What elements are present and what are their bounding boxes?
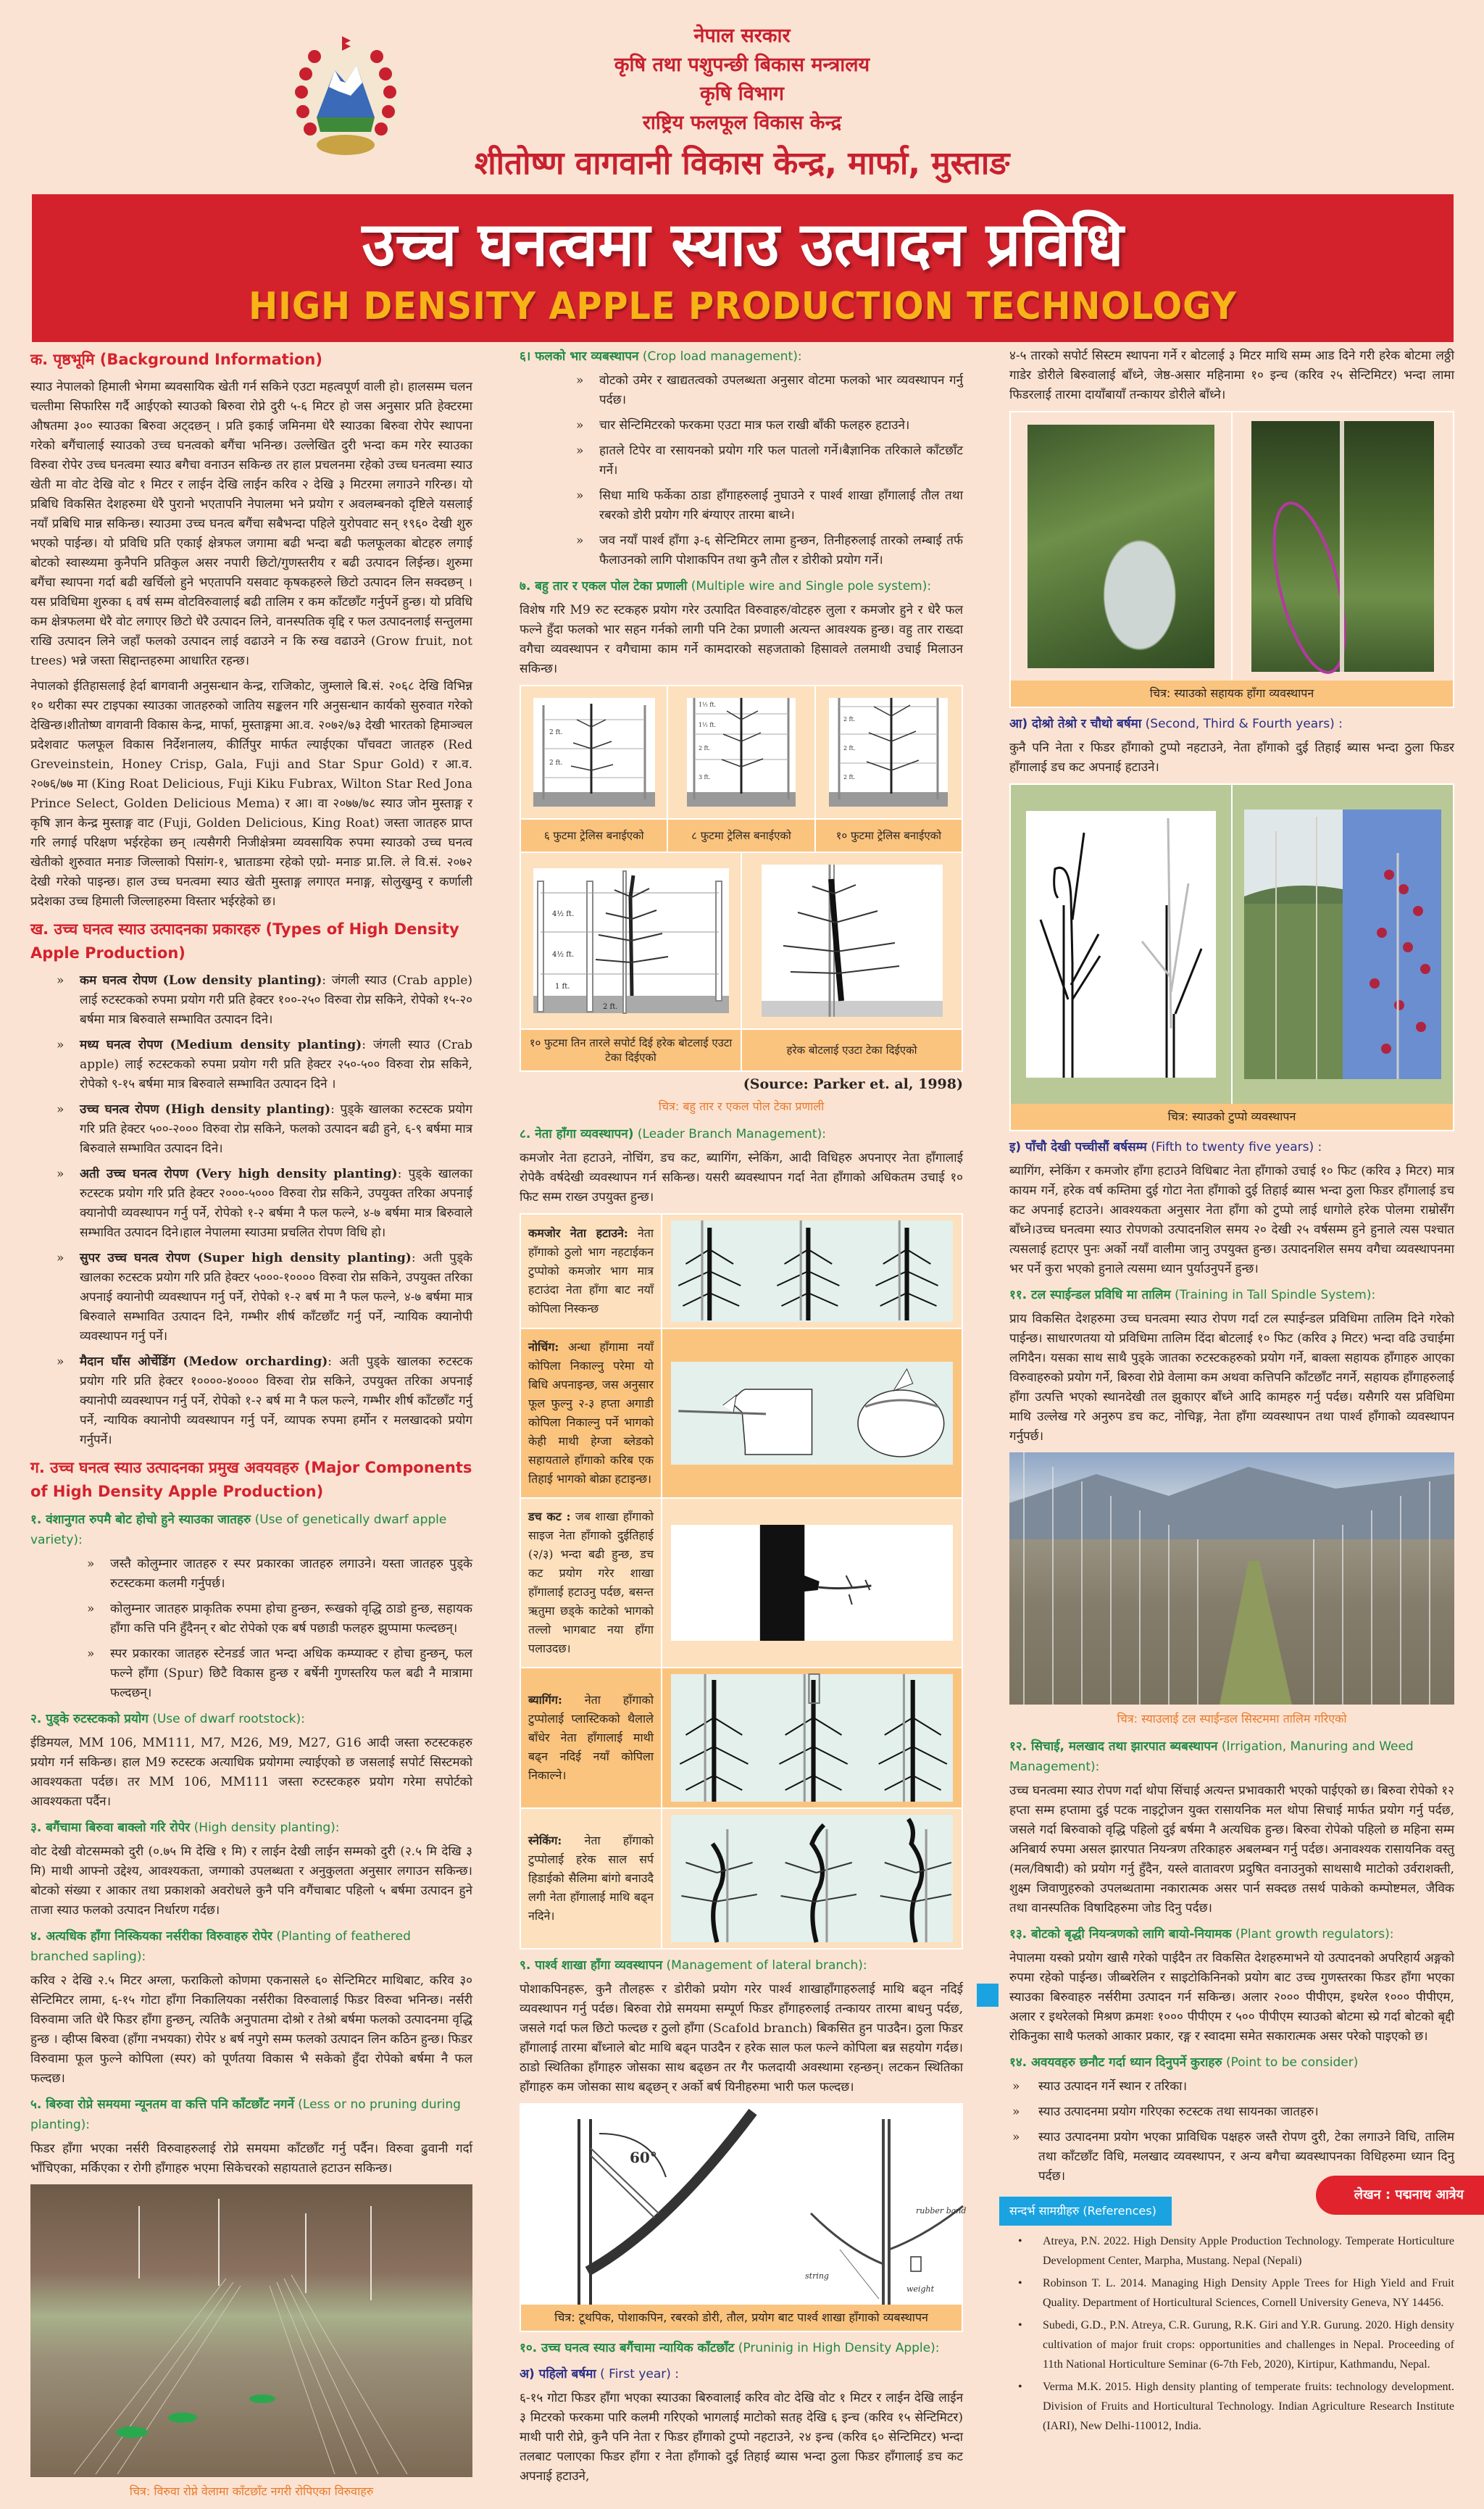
title-nepali: उच्च घनत्वमा स्याउ उत्पादन प्रविधि — [362, 209, 1124, 280]
heading-np: १०. उच्च घनत्व स्याउ बगैंचामा न्यायिक काँटछाँट — [520, 2341, 735, 2355]
leader-row-text — [521, 1215, 662, 1328]
spacing-label: 2 ft. — [549, 760, 563, 767]
bullet-chevron-icon: » — [576, 444, 584, 458]
header-line-ministry: कृषि तथा पशुपन्छी बिकास मन्त्रालय — [614, 54, 870, 76]
rootstock-paragraph: ईडिमयल, MM 106, MM111, M7, M26, M9, M27, G16 आदी जस्ता रुटस्टकहरु प्रयोग गर्न सकिन्छ। हाल M9 रुटस्टक अत्याधिक प्रयोगमा ल्याईएको छ जसलाई सपोर्ट सिस्टमको आवश्यकता पर्दछ। तर MM 106, MM111 जस्ता रुटस्टकहरु प्रयोग गरेमा सपोर्टको आवश्यकता पर्दैन। — [30, 1736, 472, 1809]
leader-row-image — [662, 1809, 962, 1948]
title-english: HIGH DENSITY APPLE PRODUCTION TECHNOLOGY — [249, 285, 1237, 328]
method-term: कमजोर नेता हटाउने: — [528, 1226, 628, 1240]
dense-planting-paragraph: वोट देखी वोटसम्मको दुरी (०.७५ मि देखि १ मि) र लाईन देखी लाईन सम्मको दुरी (२.५ मि देखि ३ मि) माथी आफ्नो उद्देश्य, आवश्यकता, जग्गाको उपलब्धता र अनुकुलता अनुसार लगाउन सकिन्छ। बोटको संख्या र आकार तथा प्रकाशको अवरोधले कुनै पनि वगैंचाबाट पहिलो ५ बर्षमा उत्पादन हुने ताजा स्याउ फलको उत्पादन निर्धारण गर्दछ। — [30, 1844, 472, 1918]
considerations-list — [1009, 2077, 1454, 2186]
tip-figure-caption: चित्र: स्याउको टुप्पो व्यवस्थापन — [1011, 1104, 1453, 1130]
feathered-paragraph: करिव २ देखि २.५ मिटर अग्ला, फराकिलो कोणमा एकनासले ६० सेन्टिमिटर माथिबाट, करिव ३० सेन्टिमिटर लामा, ६-१५ गोटा हाँगा निकालियका नर्सरीका विरुवालाई फिडर विरुवा भनिन्छ। नर्सरी विरुवामा जति धेरै फिडर हाँगा हुन्छन्, त्यतिकै अनुपातमा दोश्रो र तेश्रो बर्षमा फलको उत्पादनमा वृद्धि हुन्छ । व्हीप्स बिरुवा (हाँगा नभयका) रोपेर ४ बर्ष नपुगे सम्म फलको उत्पादन लिन कठिन हुन्छ। फिडर विरुवामा फूल फुल्ने कोपिला (स्पर) को पूर्णतया विकास भै सकेको हुँदा रोपेको बर्षमा नै फल फल्दछ। — [30, 1973, 472, 2086]
list-item — [30, 1644, 472, 1703]
lateral-branch-diagram — [521, 2105, 967, 2305]
leader-row-text — [521, 1499, 662, 1667]
support-diagram-row — [521, 852, 962, 1028]
bullet-chevron-icon: » — [87, 1647, 95, 1661]
lateral-paragraph: पोशाकपिनहरू, कुनै तौलहरू र डोरीको प्रयोग गरेर पार्श्व शाखाहाँगाहरुलाई माथि बढ्न नदिई व्यवस्थापन गर्नु पर्दछ। बिरुवा रोप्ने समयमा सम्पूर्ण फिडर हाँगाहरुलाई तन्कायर तारमा बाधनु पर्दछ, जसले गर्दा फल छिटो फल्दछ र ठुलो हाँगा (Scafold branch) बिकसित हुन पाउदैन। ठुला फिडर हाँगालाई तारमा बाँध्नाले बोट माथि बढ्न पाउदैन र हरेक साल फल फल्ने कोपिला बन्न सहयोग गर्दछ। ठाडो स्थितिका हाँगाहरु जोसका साथ बढ्छन तर गैर फलदायी अवस्थामा रहन्छन्। लटकन स्थितिका हाँगाहरु कम जोसका साथ बढ्छन् र अर्को बर्ष यिनीहरुमा भारी फल फल्दछ। — [520, 1982, 963, 2094]
list-item — [30, 1165, 472, 1243]
lateral-branch-figure — [520, 2103, 967, 2332]
list-item — [520, 486, 963, 525]
subsection-leader-heading — [520, 1124, 963, 1144]
spacing-label: 4½ ft. — [551, 951, 574, 959]
leader-row-image — [662, 1329, 962, 1497]
heading-np: अ) पहिलो बर्षमा — [520, 2367, 596, 2381]
trellis-cell — [668, 686, 815, 818]
list-item-text: स्याउ उत्पादनमा प्रयोग गरिएका रुटस्टक तथा सायनका जातहरु। — [1038, 2105, 1319, 2119]
heading-np: इ) पाँचौ देखी पच्चीसौं बर्षसम्म — [1009, 1140, 1147, 1154]
column-right — [1009, 346, 1454, 2439]
trellis-labels-row — [521, 818, 962, 852]
trellis-10ft-diagram — [829, 698, 948, 807]
spacing-label: 1½ ft. — [698, 702, 717, 708]
subsection-crop-load-heading — [520, 346, 963, 367]
feeder-branch-figure — [1009, 411, 1454, 708]
heading-en: (Leader Branch Management): — [637, 1127, 826, 1141]
notching-diagram — [671, 1362, 953, 1465]
background-paragraph-1: स्याउ नेपालको हिमाली भेगमा ब्यवसायिक खेती गर्न सकिने एउटा महत्वपूर्ण वाली हो। हालसम्म चलन चल्तीमा सिफारिस गर्दै आईएको स्याउको बिरुवा रोप्ने दुरी ५-६ मिटर हो जस अनुसार प्रति हेक्टरमा औषतमा ३०० स्याउका बिरुवा अट्दछन् । प्रति इकाई जमिनमा धेरै स्याउका बिरुवा रोपेर स्थापना गरेको बगैंचालाई स्याउको उच्च घनत्वको बगैंचा भनिन्छ। उल्लेखित दुरी भन्दा कम गरेर स्याउका विरुवा रोपेर उच्च घनत्वमा स्याउ बगैचा वनाउन सकिन्छ तर हाल प्रचलनमा रहेको उच्च घनत्वमा स्याउ खेती मा वोट देखि वोट १ मिटर र लाईन देखि लाईन करिव २ देखि ३ मिटरमा लगाउने गरिन्छ। यो प्रबिधि विकसित देशहरुमा धेरै पुरानो भएतापनि नेपालमा भने प्रयोग र अवलम्बनको दृष्टिले यसलाई नयाँ प्रबिधि मान्न सकिन्छ। स्याउमा उच्च घनत्व बगैंचा सबैभन्दा पहिले युरोपवाट सन् १९६० देखी शुरु भएको पाईन्छ। यो प्रविधि प्रति एकाई क्षेत्रफल जगामा बढी भन्दा बढी फलफूलका बोटहरु लगाई बोटको स्वास्थ्यमा कुनैपनि प्रतिकुल असर नपारी छिटो/गुणस्तरीय र बढी उत्पादन लिईन्छ। शुरुमा बगैंचा स्थापना गर्दा बढी खर्चिलो हुने भएतापनि यसवाट कृषकहरुले छिटो उत्पादन लिन सक्दछन् । यस प्रविधिमा शुरुका ६ वर्ष सम्म वोटविरुवालाई बढी तालिम र कम काँटछाँट गर्नुपर्ने हुन्छ। यो प्रविधि कम क्षेत्रफलमा धेरै वोट लगाएर छिटो धेरै उत्पादन लिने, वानस्पतिक वृद्दि र फल उत्पादनलाई सन्तुलमा राखि उत्पादन लिने जहाँ फलको उत्पादन लाई वढाउने न कि रुख वढाउने (Grow fruit, not trees) भन्ने जस्ता सिद्दान्तहरुमा आधारित रहन्छ। — [30, 380, 472, 668]
heading-en: (Irrigation, Manuring and Weed Management): — [1009, 1739, 1414, 1774]
bullet-chevron-icon: » — [57, 1251, 64, 1265]
bullet-chevron-icon: » — [1012, 2130, 1020, 2144]
trellis-figure-caption: चित्र: बहु तार र एकल पोल टेका प्रणाली — [658, 1099, 825, 1113]
list-item-term: मध्य घनत्व रोपण (Medium density planting) — [80, 1038, 362, 1052]
bullet-chevron-icon: » — [576, 418, 584, 433]
support-cell — [742, 853, 962, 1028]
heading-np: ५. बिरुवा रोप्ने समयमा न्यूनतम वा कत्ति पनि काँटछाँट नगर्ने — [30, 2097, 294, 2112]
decorative-marker — [977, 1984, 999, 2007]
references-label: सन्दर्भ सामग्रीहरु (References) — [999, 2197, 1172, 2226]
method-description: नेता हाँगाको ठुलो भाग नहटाईकन टुप्पोको कमजोर भाग मात्र हटाउंदा नेता हाँगा बाट नयाँ कोपिला निस्कन्छ — [528, 1226, 654, 1315]
leader-row-notching — [521, 1329, 962, 1499]
spacing-label: 2 ft. — [843, 745, 856, 752]
reference-item: • Verma M.K. 2015. High density planting of temperate fruits: technology development. Division of Fruits and Horticultural Technology. Indian Agriculture Research Institute (IARI), New Delhi-110012, India. — [1009, 2377, 1454, 2436]
list-item-text: : पुड्के खालका रुटस्टक प्रयोग गरि प्रति हेक्टर ५००-२००० विरुवा रोप्न सकिने, फलको उत्पादन बढी हुने, ६-९ बर्षमा मात्र बिरुवाले सम्भावित उत्पादन दिने। — [80, 1102, 473, 1156]
photo-cell — [1233, 412, 1453, 681]
density-types-list — [30, 971, 472, 1450]
section-types-heading: ख. उच्च घनत्व स्याउ उत्पादनका प्रकारहरु (Types of High Density Apple Production) — [30, 920, 459, 962]
spacing-label: 2 ft. — [602, 1003, 617, 1011]
subsection-feathered-heading — [30, 1926, 472, 1967]
heading-np: ३. बगैंचामा बिरुवा बाक्लो गरि रोपेर — [30, 1821, 191, 1835]
bagging-diagram — [671, 1674, 953, 1802]
list-item-term: उच्च घनत्व रोपण (High density planting) — [80, 1102, 331, 1117]
method-description: नेता हाँगाको टुप्पोलाई हरेक साल सर्प हिडाईको सैलिमा बांगो बनाउदै लगी नेता हाँगालाई माथि बढ्न नदिने। — [528, 1834, 654, 1923]
heading-en: (Pruninig in High Density Apple): — [738, 2341, 940, 2355]
list-item-text: सिधा माथि फर्केका ठाडा हाँगाहरुलाई नुघाउने र पार्श्व शाखा हाँगालाई तौल तथा रबरको डोरी प्रयोग गरि बंग्याएर तारमा बाध्ने। — [599, 488, 963, 523]
bullet-chevron-icon: » — [57, 973, 64, 988]
subsection-rootstock-heading — [30, 1709, 472, 1729]
spacing-label: 4½ ft. — [551, 910, 574, 918]
list-item-text: : जंगली स्याउ (Crab apple) लाई रुटस्टकको रुपमा प्रयोग गरी प्रति हेक्टर २५०-५०० विरुवा रोप्न सकिने, रोपेको ९-१५ बर्षमा मात्र बिरुवाले सम्भावित उत्पादन दिने । — [80, 1038, 473, 1091]
trellis-label-10ft: १० फुटमा ट्रेलिस बनाईएको — [835, 829, 942, 842]
leader-paragraph: कमजोर नेता हटाउने, नोचिंग, डच कट, ब्यागिंग, स्नेकिंग, आदी विधिहरु अपनाएर नेता हाँगालाई रोपेकै वर्षदेखी व्यवस्थापन गर्न सकिन्छ। यसरी ब्यवस्थापन गर्दा नेता हाँगाको अधिकतम उचाई १० फिट सम्म राख्न उपयुक्त हुन्छ। — [520, 1151, 963, 1204]
header-text-block — [362, 22, 1122, 187]
subsection-trellis-heading — [520, 576, 963, 596]
column-middle — [520, 346, 967, 2492]
list-item-text: स्याउ उत्पादन गर्ने स्थान र तरिका। — [1038, 2079, 1188, 2094]
list-item — [520, 416, 963, 436]
bullet-chevron-icon: » — [1012, 2079, 1020, 2094]
title-banner — [32, 194, 1454, 342]
feeder-photos-row — [1011, 412, 1453, 681]
trellis-8ft-diagram — [687, 698, 796, 807]
list-item-term: कम घनत्व रोपण (Low density planting) — [80, 973, 322, 988]
heading-en: (Plant growth regulators): — [1235, 1927, 1394, 1942]
poster-header — [0, 0, 1484, 197]
heading-np: २. पुड्के रुटस्टकको प्रयोग — [30, 1712, 149, 1726]
leader-row-dutch-cut — [521, 1499, 962, 1668]
list-item — [520, 371, 963, 410]
method-term: ब्यागिंग: — [528, 1693, 562, 1707]
subsection-pruning-heading — [520, 2338, 963, 2358]
leader-tip-tying-diagram — [1026, 811, 1216, 1078]
list-item — [30, 1249, 472, 1347]
fifth-to-25th-year-heading — [1009, 1137, 1454, 1157]
leader-row-image — [662, 1668, 962, 1807]
trellis-cell — [816, 686, 962, 818]
list-item-text: वोटको उमेर र खाद्यतत्वको उपलब्धता अनुसार वोटमा फलको भार व्यवस्थापन गर्नु पर्दछ। — [599, 373, 963, 407]
section-components-heading: ग. उच्च घनत्व स्याउ उत्पादनका प्रमुख अवयवहरु (Major Components of High Density Apple Production) — [30, 1459, 472, 1500]
reference-item: • Atreya, P.N. 2022. High Density Apple Production Technology. Temperate Horticulture Development Center, Marpha, Mustang. Nepal (Nepali) — [1009, 2231, 1454, 2271]
fifth-to-25th-year-paragraph: ब्यागिंग, स्नेकिंग र कमजोर हाँगा हटाउने विधिबाट नेता हाँगाको उचाई १० फिट (करिव ३ मिटर) मात्र कायम गर्ने, हरेक वर्ष कम्तिमा दुई गोटा नेता हाँगाको दुई तिहाई ब्यास भन्दा ठुला फिडर हाँगालाई डच कट अपनाई हटाउने। आवश्यकता अनुसार नेता हाँगा को टुप्पो लाई धागोले हरेक पोलमा राम्रोसँग बाँध्ने।उच्च घनत्वमा स्याउ रोपणको उत्पादनशिल समय २० देखी २५ वर्षसम्म हुने हुनाले त्यस पश्चात त्यसलाई हटाएर पुनः अर्को नयाँ वालीमा जानु उपयुक्त हुन्छ। उत्पादनशिल समय वगैचा व्यवस्थापनमा भर पर्ने कुरा भएको हुनाले त्यसमा ध्यान पुर्याउनुपर्ने हुन्छ। — [1009, 1164, 1454, 1276]
tied-branch-photo — [1251, 421, 1434, 672]
figure-source: (Source: Parker et. al, 1998) — [743, 1076, 963, 1092]
heading-np: आ) दोश्रो तेश्रो र चौथो बर्षमा — [1009, 717, 1142, 731]
trellis-label-6ft: ६ फुटमा ट्रेलिस बनाईएको — [521, 820, 668, 852]
list-item — [30, 1036, 472, 1094]
subsection-no-pruning-heading — [30, 2094, 472, 2135]
reference-item: • Subedi, G.D., P.N. Atreya, C.R. Gurung, R.K. Giri and Y.R. Gurung. 2020. High density cultivation of major fruit crops: opportunities and challenges in Nepal. Proceeding of 11th National Horticulture Seminar (6-7th Feb, 2020), Kirtipur, Kathmandu, Nepal. — [1009, 2315, 1454, 2374]
nursery-planting-photo — [30, 2184, 472, 2477]
subsection-tall-spindle-heading — [1009, 1285, 1454, 1305]
rubber-band-label: rubber band — [916, 2206, 967, 2215]
method-term: डच कट : — [528, 1510, 571, 1523]
heading-np: ७. बहु तार र एकल पोल टेका प्रणाली — [520, 579, 688, 594]
bullet-chevron-icon: » — [87, 1557, 95, 1571]
support-label-three-wire: १० फुटमा तिन तारले सपोर्ट दिई हरेक बोटलाई एउटा टेका दिईएको — [521, 1030, 742, 1070]
column-left — [30, 346, 472, 2509]
bullet-chevron-icon: » — [576, 373, 584, 388]
support-cell — [521, 853, 742, 1028]
tall-spindle-apples-photo — [1244, 810, 1441, 1079]
header-line-centre: राष्ट्रिय फलफूल विकास केन्द्र — [642, 112, 842, 134]
section-background-heading: क. पृष्ठभूमि (Background Information) — [30, 351, 322, 368]
weight-label: weight — [906, 2284, 934, 2294]
list-item — [30, 1599, 472, 1639]
heading-en: (Multiple wire and Single pole system): — [691, 579, 932, 594]
leader-row-image — [662, 1215, 962, 1328]
heading-en: (Point to be consider) — [1225, 2055, 1359, 2070]
spacing-label: 2 ft. — [698, 745, 711, 752]
list-item-text: : जंगली स्याउ (Crab apple) लाई रुटस्टकको रुपमा प्रयोग गरी प्रति हेक्टर १००-२५० विरुवा रोप्न सकिने, रोपेको १५-२० बर्षमा मात्र बिरुवाले सम्भावित उत्पादन दिने। — [80, 973, 472, 1027]
bullet-chevron-icon: » — [87, 1602, 95, 1616]
heading-np: ४. अत्यधिक हाँगा निस्कियका नर्सरीका विरुवाहरु रोपेर — [30, 1929, 272, 1944]
header-line-government: नेपाल सरकार — [693, 25, 791, 47]
list-item-term: सुपर उच्च घनत्व रोपण (Super high density planting) — [80, 1251, 412, 1265]
spacing-label: 1 ft. — [554, 983, 570, 991]
tip-images-row — [1011, 785, 1453, 1104]
list-item-text: हातले टिपेर वा रसायनको प्रयोग गरि फल पातलो गर्ने।बैज्ञानिक तरिकाले काँटछाँट गर्ने। — [599, 444, 963, 478]
bullet-chevron-icon: » — [576, 488, 584, 503]
leader-row-weak-removal — [521, 1215, 962, 1329]
second-fourth-year-paragraph: कुनै पनि नेता र फिडर हाँगाको टुप्पो नहटाउने, नेता हाँगाको दुई तिहाई ब्यास भन्दा ठुला फिडर हाँगालाई डच कट अपनाई हटाउने। — [1009, 741, 1454, 775]
leader-row-text — [521, 1668, 662, 1807]
trellis-diagram-row — [521, 686, 962, 818]
weak-leader-removal-diagram — [671, 1220, 953, 1322]
heading-np: १३. बोटको बृद्धी नियन्त्रणको लागि बायो-नियामक — [1009, 1927, 1232, 1942]
tall-spindle-orchard-photo — [1009, 1452, 1454, 1705]
nursery-photo-caption: चित्र: विरुवा रोप्ने वेलामा काँटछाँट नगरी रोपिएका विरुवाहरु — [129, 2484, 374, 2498]
list-item-term: मैदान घाँस ओर्चेडिंग (Medow orcharding) — [80, 1355, 328, 1369]
list-item — [30, 1352, 472, 1450]
dutch-cut-diagram — [671, 1525, 953, 1641]
heading-np: ११. टल स्पाईन्डल प्रविधि मा तालिम — [1009, 1288, 1171, 1302]
list-item — [520, 441, 963, 480]
first-year-heading — [520, 2364, 963, 2384]
dwarf-variety-list — [30, 1555, 472, 1703]
method-description: जब शाखा हाँगाको साइज नेता हाँगाको दुईतिहाई (२/३) भन्दा बढी हुन्छ, डच कट प्रयोग गरेर शाखा हाँगालाई हटाउनु पर्दछ, बसन्त ऋतुमा छड्के काटेको भागको तल्लो भागबाट नया हाँगा पलाउदछ। — [528, 1510, 654, 1655]
regulators-paragraph: नेपालमा यस्को प्रयोग खासै गरेको पाईदैन तर विकसित देशहरुमाभने यो उत्पादनको अपरिहार्य अङ्गको रुपमा रहेको पाईन्छ। जीब्बरेलिन र साइटोकिनिनको प्रयोग बाट उच्च गुणस्तरका फिडर हाँगा भएका स्याउका बिरुवाहरु नर्सरीमा उत्पादन गर्न सकिन्छ। अलार २००० पीपीएम, इथरेल १००० पीपीएम, अलार र इथरेलको मिश्रण क्रमशः १००० पीपीएम र ५०० पीपीएम स्याउको बोटमा स्प्रे गर्दा बोटको बृद्दी रोकिनुका साथै फलको आकार प्रकार, रङ्ग र स्वादमा समेत सकारात्मक असर परेको पाइएको छ। — [1009, 1951, 1454, 2044]
list-item — [30, 1555, 472, 1594]
angle-label: 60° — [630, 2149, 657, 2166]
feeder-figure-caption: चित्र: स्याउको सहायक हाँगा व्यवस्थापन — [1011, 681, 1453, 707]
author-badge: लेखन : पद्मनाथ आत्रेय — [1316, 2176, 1484, 2215]
list-item-text: स्पर प्रकारका जातहरु स्टेनडर्ड जात भन्दा अधिक कम्प्याक्ट र होचा हुन्छन्, फल फल्ने हाँगा (Spur) छिटै विकास हुन्छ र बर्षेनी गुणस्तरिय फल बढी नै मात्रामा फल्दछन्। — [110, 1647, 472, 1700]
leader-methods-table — [520, 1213, 963, 1950]
trellis-paragraph: विशेष गरि M9 रुट स्टकहरु प्रयोग गरेर उत्पादित विरुवाहरु/वोटहरु लुला र कमजोर हुने र धेरै फल फल्ने हुँदा फलको भार सहन गर्नको लागी पनि टेका प्रणाली अत्यन्त आवश्यक हुन्छ। वहु तार राख्दा वगैचा व्यवस्थापन र वगैचामा काम गर्ने कामदारको सहजताको हिसावले तलमाथी उचाई मिलाउन सकिन्छ। — [520, 603, 963, 676]
tall-spindle-caption: चित्र: स्याउलाई टल स्पाईन्डल सिस्टममा तालिम गरिएको — [1117, 1712, 1347, 1726]
trellis-label-8ft: ८ फुटमा ट्रेलिस बनाईएको — [668, 820, 815, 852]
subsection-lateral-heading — [520, 1955, 963, 1976]
photo-cell — [1011, 412, 1233, 681]
list-item — [30, 971, 472, 1030]
heading-np: १. वंशानुगत रुपमै बोट होचो हुने स्याउका जातहरु — [30, 1513, 251, 1527]
three-wire-support-diagram — [533, 868, 729, 1013]
tip-management-figure — [1009, 783, 1454, 1131]
spacing-label: 2 ft. — [843, 774, 856, 781]
no-pruning-paragraph: फिडर हाँगा भएका नर्सरी विरुवाहरुलाई रोप्ने समयमा काँटछाँट गर्नु पर्दैन। विरुवा ढुवानी गर्दा भाँचिएका, मर्किएका र रोगी हाँगाहरु भएमा सिकेचरको सहायताले हटाउन सकिन्छ। — [30, 2142, 472, 2176]
crop-load-list — [520, 371, 963, 570]
references-list — [1009, 2231, 1454, 2436]
leader-row-text — [521, 1809, 662, 1948]
heading-en: (Second, Third & Fourth years) : — [1145, 717, 1343, 731]
first-year-paragraph: ६-१५ गोटा फिडर हाँगा भएका स्याउका बिरुवालाई करिव वोट देखि वोट १ मिटर र लाईन देखि लाईन ३ मिटरको फरकमा पारि कलमी गरिएको भागलाई माटोको सतह देखि ६ इन्च (करिव १५ सेन्टिमिटर) माथी पारी रोप्ने, कुनै पनि नेता र फिडर हाँगाको टुप्पो नहटाउने, २४ इन्च (करिव ६० सेन्टिमिटर) भन्दा तलबाट पलाएका फिडर हाँगा र नेता हाँगाको दुई तिहाई ब्यास भन्दा ठुला फिडर हाँगालाई डच कट अपनाई हटाउने, — [520, 2391, 963, 2484]
heading-en: (Planting of feathered branched sapling): — [30, 1929, 411, 1964]
snaking-diagram — [671, 1815, 953, 1942]
first-year-continued-paragraph: ४-५ तारको सपोर्ट सिस्टम स्थापना गर्ने र बोटलाई ३ मिटर माथि सम्म आड दिने गरी हरेक बोटमा लठ्ठी गाडेर डोरीले बिरुवालाई बाँध्ने, जेष्ठ-असार महिनामा १० इन्च (करिव २५ सेन्टिमिटर) भन्दा लामा फिडरलाई तारमा दायाँबायाँ तन्कायर डोरीले बाँध्ने। — [1009, 349, 1454, 402]
heading-np: ८. नेता हाँगा व्यवस्थापन) — [520, 1127, 634, 1141]
list-item — [1009, 2102, 1454, 2122]
method-description: नेता हाँगाको टुप्पोलाई प्लास्टिकको थैलाले बाँधेर नेता हाँगालाई माथी बढ्न नदिई नयाँ कोपिला निकाल्ने। — [528, 1693, 654, 1782]
heading-np: ६। फलको भार व्यबस्थापन — [520, 349, 639, 364]
reference-item: • Robinson T. L. 2014. Managing High Density Apple Trees for High Yield and Fruit Quality. Department of Horticultural Sciences, Cornell University Geneva, NY 14456. — [1009, 2273, 1454, 2313]
subsection-irrigation-heading — [1009, 1736, 1454, 1777]
list-item — [30, 1100, 472, 1159]
support-label-single-pole: हरेक बोटलाई एउटा टेका दिईएको — [786, 1044, 917, 1057]
trellis-figure — [520, 685, 963, 1072]
heading-en: ( First year) : — [600, 2367, 680, 2381]
method-term: नोचिंग: — [528, 1340, 559, 1354]
spacing-label: 2 ft. — [549, 729, 563, 736]
bullet-chevron-icon: » — [57, 1167, 64, 1181]
list-item-term: अती उच्च घनत्व रोपण (Very high density planting) — [80, 1167, 398, 1181]
list-item-text: : अती पुड्के खालका रुटस्टक प्रयोग गरि प्रति हेक्टर १००००-४०००० विरुवा रोप्न सकिने, उपयुक्त तरिका अपनाई क्यानोपी व्यवस्थापन गर्नु पर्ने, रोपेको १-२ बर्ष मा नै फल फल्ने, गम्भीर शीर्ष काँटछाँट गर्नु पर्ने, न्यायिक क्यानोपी व्यवस्थापन गर्नु पर्ने, व्यापक रुपमा हर्मोन र मलखादको प्रयोग गर्नुपर्ने। — [80, 1355, 472, 1447]
support-labels-row — [521, 1028, 962, 1070]
list-item-text: स्याउ उत्पादनमा प्रयोग भएका प्राविधिक पक्षहरु जस्तै रोपण दुरी, टेका लगाउने विधि, तालिम तथा काँटछाँट विधि, मलखाद व्यवस्थापन, र अन्य बगैचा ब्यवस्थापनका विधिहरुमा ध्यान दिनु पर्दछ। — [1038, 2130, 1454, 2184]
heading-en: (Use of genetically dwarf apple variety): — [30, 1513, 447, 1547]
list-item-text: : पुड्के खालका रुटस्टक प्रयोग गरि प्रति हेक्टर २०००-५००० विरुवा रोप्न सकिने, उपयुक्त तरिका अपनाई क्यानोपी व्यवस्थापन गर्नु पर्ने, रोपेको १-२ बर्षमा नै फल फल्ने, ४-७ बर्षमा मात्र बिरुवाले सम्भावित उत्पादन दिने।हाल नेपालमा स्याउमा प्रचलित रोपण विधि हो। — [80, 1167, 472, 1240]
heading-np: ९. पार्श्व शाखा हाँगा व्यवस्थापन — [520, 1958, 663, 1973]
trellis-6ft-diagram — [533, 698, 655, 807]
bullet-chevron-icon: » — [57, 1038, 64, 1052]
heading-en: (Crop load management): — [642, 349, 802, 364]
string-label: string — [805, 2271, 829, 2281]
subsection-dense-planting-heading — [30, 1818, 472, 1838]
irrigation-paragraph: उच्च घनत्वमा स्याउ रोपण गर्दा थोपा सिंचाई अत्यन्त प्रभावकारी भएको पाईएको छ। बिरुवा रोपेको १२ हप्ता सम्म हप्तामा दुई पटक नाइट्रोजन युक्त रासायनिक मल थोपा सिचाई मार्फत प्रयोग गर्नु पर्दछ, जसले गर्दा बिरुवाको वृद्धि पहिलो दुई बर्षमा नै अत्यधिक हुन्छ। बिरुवा रोपेको पहिलो छ महिना सम्म अनिबार्य रुपमा असल झारपात नियन्त्रण तरिकाहरु अबलम्बन गर्नु पर्दछ। अनावश्यक रासायनिक वस्तु (मल/विषादी) को प्रयोग गर्नु हुँदैन, यस्ले वातावरण प्रदुषित वनाउनुको साथसाथै माटोको उर्वराशक्ती, शुक्ष्म जिवाणुहरुको उपलब्धतामा नकारात्मक असर पार्न सक्दछ तसर्थ पाकेको कम्पोष्टमल, जैविक तथा वानस्पतिक विषादिहरुमा जोड दिनु पर्दछ। — [1009, 1784, 1454, 1915]
bullet-chevron-icon: » — [57, 1102, 64, 1117]
leader-row-snaking — [521, 1809, 962, 1948]
list-item-text: चार सेन्टिमिटरको फरकमा एउटा मात्र फल राखी बाँकी फलहरु हटाउने। — [599, 418, 910, 433]
list-item-text: कोलुम्नार जातहरु प्राकृतिक रुपमा होचा हुन्छन, रूखको वृद्धि ठाडो हुन्छ, सहायक हाँगा कत्ति पनि हुँदैनन् र बोट रोपेको एक बर्ष पछाडी फलहरु झुप्पामा फल्दछन्। — [110, 1602, 472, 1636]
bullet-chevron-icon: » — [576, 533, 584, 548]
second-fourth-year-heading — [1009, 714, 1454, 734]
photo-cell — [1011, 785, 1233, 1104]
bullet-chevron-icon: » — [57, 1355, 64, 1369]
leader-row-text — [521, 1329, 662, 1497]
trellis-cell — [521, 686, 668, 818]
background-paragraph-2: नेपालको ईतिहासलाई हेर्दा बागवानी अनुसन्धान केन्द्र, राजिकोट, जुम्लाले बि.सं. २०६८ देखि विभिन्न १० थरीका स्पर टाइपका स्याउका जातहरुको जातिय सङ्कलन गरि अनुसन्धान कार्यको सुरुवात गरेको देखिन्छ।शीतोष्ण वागवानी विकास केन्द्र, मार्फा, मुस्ताङ्गमा आ.व. २०७२/७३ देखी भारतको हिमाञ्चल प्रदेशवाट फलफूल विकास निर्देशनालय, कीर्तिपुर मार्फत ल्याईएका पाँचवटा जातहरु (Red Greveinstein, Honey Crisp, Gala, Fuji and Star Spur Gold) र आ.व. २०७६/७७ मा (King Roat Delicious, Fuji Kiku Fubrax, Wilton Star Red Jona Prince Select, Golden Delicious Mema) र आ। वा २०७७/७८ स्याउ जोन मुस्ताङ्ग र कृषि ज्ञान केन्द्र मुस्ताङ्ग वाट (Fuji, Golden Delicious, King Roat) जस्ता जातहरु प्राप्त गरि लगाई परिक्षण भईरहेका छन् ।त्यसैगरी निजीक्षेत्रमा व्यवसायिक रुपमा स्याउको उच्च घनत्व खेतीको शुरुवात मनाङ जिल्लाको पिसांग-१, भ्राताङमा रहेको एग्रो- मनाङ प्रा.लि. ले वि.सं. २०७२ देखी गरेको पाइन्छ। हाल उच्च घनत्वमा स्याउ खेती मुस्ताङ्ग लगाएत मनाङ्ग, सोलुखुम्वु र कर्णाली प्रदेशका उच्च हिमाली जिल्लाहरुमा विस्तार भईरहेको छ। — [30, 679, 472, 909]
heading-np: १२. सिचाई, मलखाद तथा झारपात ब्यबस्थापन — [1009, 1739, 1218, 1754]
heading-en: (High density planting): — [193, 1821, 340, 1835]
heading-en: (Fifth to twenty five years) : — [1151, 1140, 1322, 1154]
heading-np: १४. अवयवहरु छनौट गर्दा ध्यान दिनुपर्ने कुराहरु — [1009, 2055, 1222, 2070]
single-pole-support-diagram — [762, 865, 943, 1017]
list-item-text: जव नयाँ पार्श्व हाँगा ३-६ सेन्टिमिटर लामा हुन्छन, तिनीहरुलाई तारको लम्बाई तर्फ फैलाउनको लागि पोशाकपिन तथा कुनै तौल र डोरीको प्रयोग गर्ने। — [599, 533, 963, 567]
heading-en: (Less or no pruning during planting): — [30, 2097, 461, 2132]
list-item-text: : अती पुड्के खालका रुटस्टक प्रयोग गरि प्रति हेक्टर ५०००-१०००० विरुवा रोप्न सकिने, उपयुक्त तरिका अपनाई क्यानोपी व्यवस्थापन गर्नु पर्ने, रोपेको १-२ बर्ष मा नै फल फल्ने, ४-७ बर्षमा मात्र बिरुवाले सम्भावित उत्पादन दिने, गम्भीर शीर्ष काँटछाँट गर्नु पर्ने, न्यायिक क्यानोपी व्यवस्थापन गर्नु पर्ने। — [80, 1251, 472, 1344]
leader-row-image — [662, 1499, 962, 1667]
orchard-rows-illustration — [30, 2184, 472, 2477]
heading-en: (Training in Tall Spindle System): — [1175, 1288, 1376, 1302]
clothespin-weight-photo — [1027, 425, 1214, 668]
header-line-department: कृषि विभाग — [700, 83, 784, 105]
method-description: अन्धा हाँगामा नयाँ कोपिला निकाल्नु परेमा यो बिधि अपनाइन्छ, जस अनुसार फूल फुल्नु २-३ हप्ता अगाडी कोपिला निकाल्नु पर्ने भागको केही माथी हेग्जा ब्लेडको सहायताले हाँगाको करिब एक तिहाई भागको बोक्रा हटाइन्छ। — [528, 1340, 654, 1486]
header-publishing-centre: शीतोष्ण वागवानी विकास केन्द्र, मार्फा, मुस्ताङ — [474, 145, 1010, 182]
list-item — [1009, 2077, 1454, 2097]
subsection-regulators-heading — [1009, 1924, 1454, 1944]
spacing-label: 1½ ft. — [698, 722, 717, 728]
heading-en: (Use of dwarf rootstock): — [152, 1712, 305, 1726]
list-item-text: जस्तै कोलुम्नार जातहरु र स्पर प्रकारका जातहरु लगाउने। यस्ता जातहरु पुड्के रुटस्टकमा कलमी गर्नुपर्छ। — [110, 1557, 472, 1591]
subsection-dwarf-variety-heading — [30, 1510, 472, 1550]
tall-spindle-paragraph: प्राय विकसित देशहरुमा उच्च घनत्वमा स्याउ रोपण गर्दा टल स्पाईन्डल प्रविधिमा तालिम दिने गरेको पाईन्छ। साधारणतया यो प्रविधिमा तालिम दिंदा बोटलाई १० फिट (करिव ३ मिटर) भन्दा वढि उचाईमा लगिदैन। यसका साथ साथै पुड्के जातका रुटस्टकहरुको प्रयोग गर्ने, बाक्ला सहायक हाँगाहरु आएका विरुवाहरुको प्रयोग गर्ने, बिरुवा रोप्ने वेलामा कम अथवा कत्तिपनि काँटछाँट नगर्ने, सहायक हाँगाहरुलाई हाँगा उत्पत्ति भएको स्थानदेखी तल झुकाएर बाँध्ने आदि कामहरु गर्नु पर्दछ। यसैगरि यस प्रविधिमा माथि उल्लेख गरे अनुरुप डच कट, नोचिङ्ग, नेता हाँगा व्यवस्थापन तथा पार्श्व हाँगाको व्यवस्थापन गर्नुपर्छ। — [1009, 1312, 1454, 1444]
lateral-figure-caption: चित्र: टूथपिक, पोशाकपिन, रबरको डोरी, तौल, प्रयोग बाट पार्श्व शाखा हाँगाको व्यबस्थापन — [521, 2305, 962, 2331]
list-item — [520, 531, 963, 570]
spacing-label: 2 ft. — [843, 716, 856, 723]
method-term: स्नेकिंग: — [528, 1834, 562, 1847]
subsection-considerations-heading — [1009, 2052, 1454, 2073]
bullet-chevron-icon: » — [1012, 2105, 1020, 2119]
spacing-label: 3 ft. — [698, 774, 711, 781]
photo-cell — [1233, 785, 1453, 1104]
leader-row-bagging — [521, 1668, 962, 1809]
heading-en: (Management of lateral branch): — [666, 1958, 867, 1973]
